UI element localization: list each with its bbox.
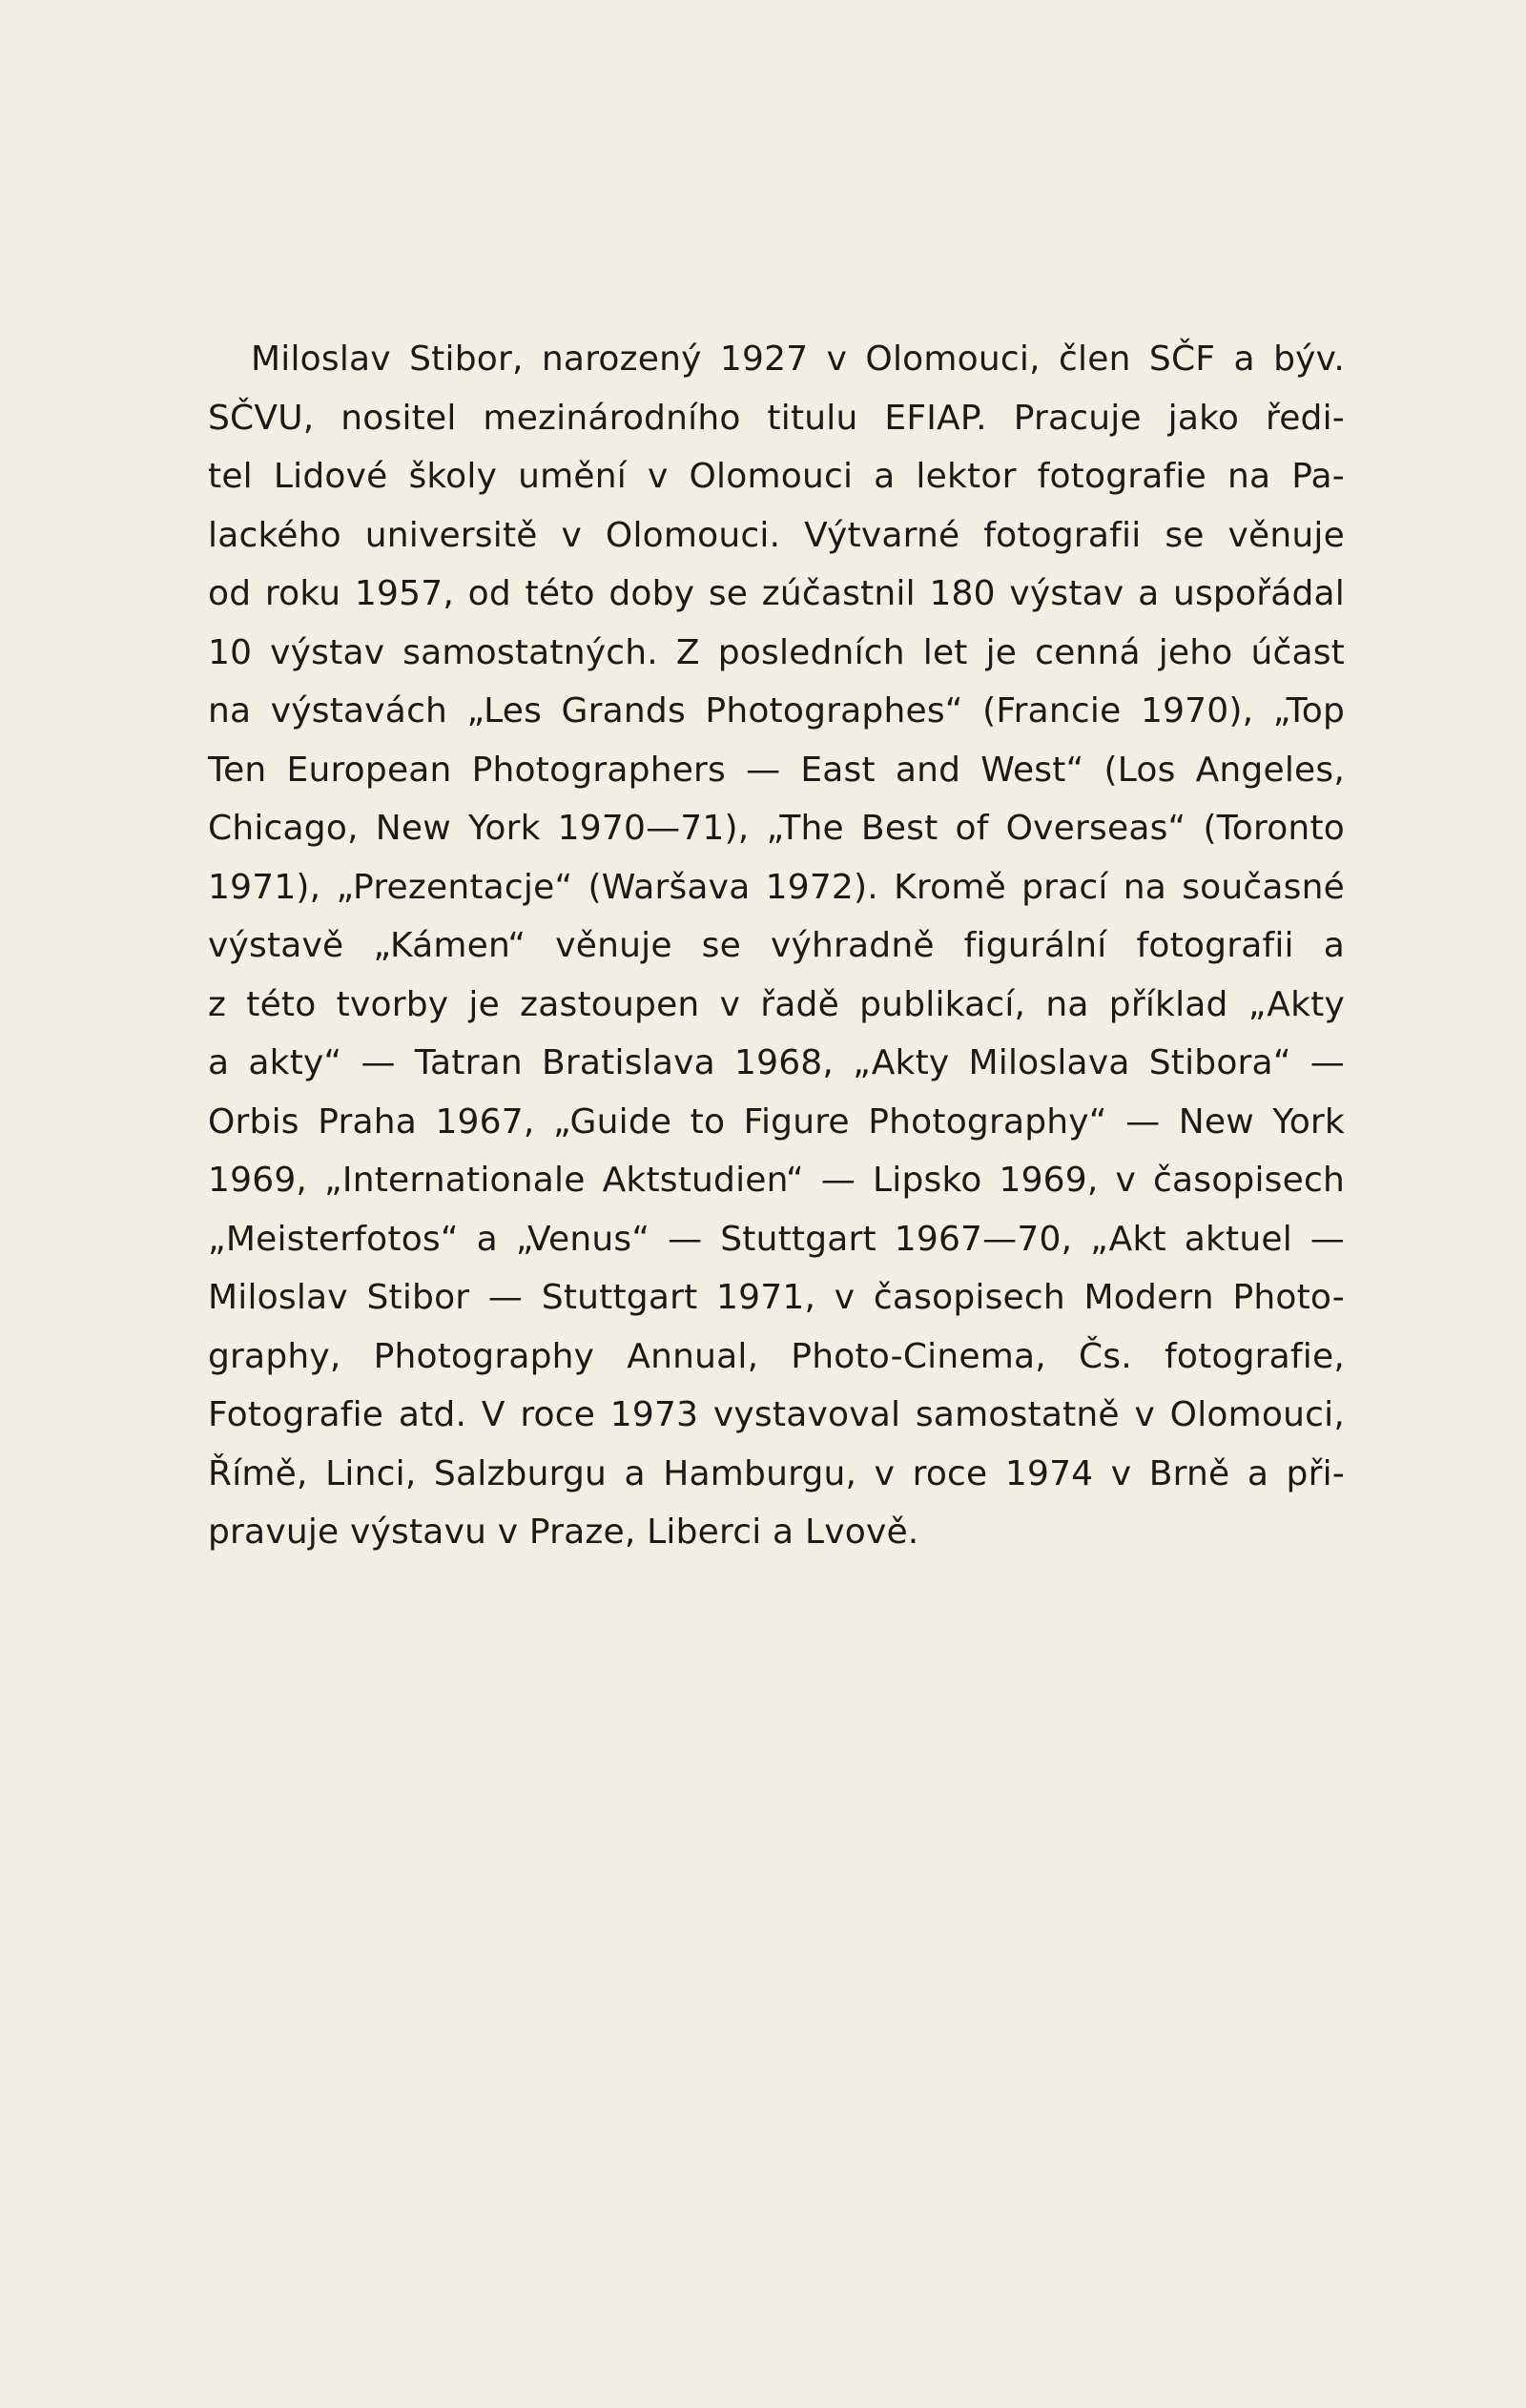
text-line: 1969, „Internationale Aktstudien“ — Lipsko 1969, v časopisech <box>208 1161 1345 1200</box>
text-line: pravuje výstavu v Praze, Liberci a Lvově. <box>208 1513 919 1552</box>
text-line: 10 výstav samostatných. Z posledních let je cenná jeho účast <box>208 632 1345 672</box>
text-line: Římě, Linci, Salzburgu a Hamburgu, v roce 1974 v Brně a při- <box>208 1453 1345 1493</box>
text-line: Miloslav Stibor, narozený 1927 v Olomouci, člen SČF a býv. <box>251 340 1345 379</box>
text-line: Chicago, New York 1970—71), „The Best of Overseas“ (Toronto <box>208 809 1345 848</box>
text-line: na výstavách „Les Grands Photographes“ (Francie 1970), „Top <box>208 691 1345 731</box>
text-line: 1971), „Prezentacje“ (Waršava 1972). Kromě prací na současné <box>208 867 1345 907</box>
text-line: Ten European Photographers — East and West“ (Los Angeles, <box>208 750 1345 790</box>
text-line: Miloslav Stibor — Stuttgart 1971, v časopisech Modern Photo- <box>208 1278 1345 1317</box>
text-line: graphy, Photography Annual, Photo-Cinema, Čs. fotografie, <box>208 1336 1345 1376</box>
text-line: SČVU, nositel mezinárodního titulu EFIAP. Pracuje jako ředi- <box>208 398 1345 438</box>
text-line: tel Lidové školy umění v Olomouci a lektor fotografie na Pa- <box>208 457 1345 496</box>
biography-paragraph <box>208 330 1345 1562</box>
text-line: z této tvorby je zastoupen v řadě publikací, na příklad „Akty <box>208 984 1345 1024</box>
text-line: „Meisterfotos“ a „Venus“ — Stuttgart 1967—70, „Akt aktuel — <box>208 1219 1345 1259</box>
text-line: Fotografie atd. V roce 1973 vystavoval samostatně v Olomouci, <box>208 1395 1345 1434</box>
text-line: od roku 1957, od této doby se zúčastnil 180 výstav a uspořádal <box>208 574 1345 613</box>
text-line: a akty“ — Tatran Bratislava 1968, „Akty Miloslava Stibora“ — <box>208 1043 1345 1082</box>
text-line: výstavě „Kámen“ věnuje se výhradně figurální fotografii a <box>208 926 1345 965</box>
text-line: Orbis Praha 1967, „Guide to Figure Photography“ — New York <box>208 1101 1345 1142</box>
text-line: lackého universitě v Olomouci. Výtvarné fotografii se věnuje <box>208 515 1345 555</box>
